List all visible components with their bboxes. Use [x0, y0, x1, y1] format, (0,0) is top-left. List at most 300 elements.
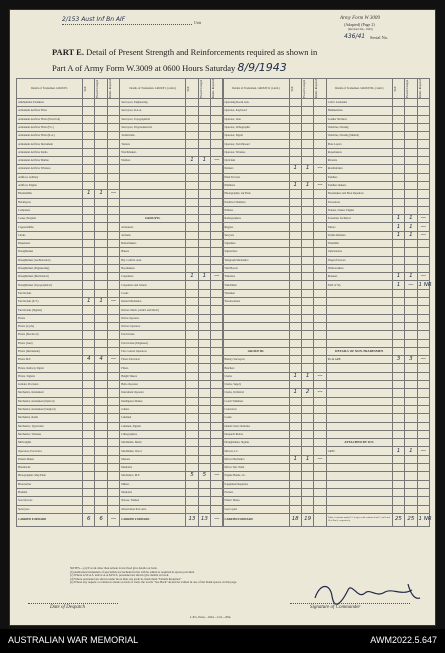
- cell-req[interactable]: [314, 497, 326, 505]
- cell-posted[interactable]: 1: [405, 215, 417, 223]
- cell-we[interactable]: [186, 107, 198, 115]
- cell-we[interactable]: 1: [186, 157, 198, 165]
- cell-we[interactable]: 1: [186, 273, 198, 281]
- cell-we[interactable]: [392, 505, 404, 513]
- cell-req[interactable]: [417, 505, 429, 513]
- cell-req[interactable]: [314, 157, 326, 165]
- cell-we[interactable]: 1: [289, 389, 301, 397]
- cell-posted[interactable]: [301, 173, 313, 181]
- total-posted[interactable]: 19: [301, 513, 313, 526]
- cell-we[interactable]: [289, 306, 301, 314]
- cell-we[interactable]: [289, 206, 301, 214]
- cell-posted[interactable]: [301, 198, 313, 206]
- cell-we[interactable]: [289, 289, 301, 297]
- cell-req[interactable]: [314, 289, 326, 297]
- cell-req[interactable]: [314, 140, 326, 148]
- cell-we[interactable]: [186, 414, 198, 422]
- cell-we[interactable]: [186, 331, 198, 339]
- cell-req[interactable]: [417, 264, 429, 272]
- cell-posted[interactable]: [95, 132, 107, 140]
- cell-req[interactable]: [314, 347, 326, 355]
- cell-we[interactable]: [186, 132, 198, 140]
- cell-we[interactable]: [289, 447, 301, 455]
- cell-posted[interactable]: [95, 414, 107, 422]
- cell-req[interactable]: [314, 148, 326, 156]
- cell-we[interactable]: [289, 414, 301, 422]
- cell-we[interactable]: [289, 397, 301, 405]
- cell-we[interactable]: [186, 306, 198, 314]
- cell-posted[interactable]: 1: [405, 231, 417, 239]
- cell-we[interactable]: [289, 256, 301, 264]
- cell-we[interactable]: [392, 264, 404, 272]
- cell-posted[interactable]: [95, 447, 107, 455]
- cell-we[interactable]: [83, 455, 95, 463]
- cell-we[interactable]: [392, 256, 404, 264]
- cell-posted[interactable]: [405, 389, 417, 397]
- cell-req[interactable]: [211, 198, 223, 206]
- cell-we[interactable]: 4: [83, 356, 95, 364]
- cell-req[interactable]: [314, 381, 326, 389]
- cell-req[interactable]: [107, 322, 119, 330]
- cell-we[interactable]: [186, 339, 198, 347]
- cell-we[interactable]: [186, 223, 198, 231]
- cell-posted[interactable]: [95, 472, 107, 480]
- cell-we[interactable]: [83, 322, 95, 330]
- cell-we[interactable]: [186, 256, 198, 264]
- cell-req[interactable]: [314, 256, 326, 264]
- cell-we[interactable]: [186, 198, 198, 206]
- cell-we[interactable]: [83, 464, 95, 472]
- cell-posted[interactable]: [95, 488, 107, 496]
- cell-posted[interactable]: 4: [95, 356, 107, 364]
- cell-req[interactable]: [314, 356, 326, 364]
- cell-we[interactable]: [392, 472, 404, 480]
- cell-posted[interactable]: [198, 322, 210, 330]
- cell-req[interactable]: [314, 364, 326, 372]
- cell-we[interactable]: [83, 215, 95, 223]
- cell-req[interactable]: [211, 140, 223, 148]
- cell-posted[interactable]: [301, 331, 313, 339]
- cell-req[interactable]: [107, 331, 119, 339]
- cell-posted[interactable]: [198, 464, 210, 472]
- cell-we[interactable]: [392, 206, 404, 214]
- cell-req[interactable]: [107, 447, 119, 455]
- cell-we[interactable]: [289, 439, 301, 447]
- cell-we[interactable]: [83, 231, 95, 239]
- cell-we[interactable]: [392, 190, 404, 198]
- cell-req[interactable]: [211, 464, 223, 472]
- cell-posted[interactable]: [198, 439, 210, 447]
- cell-we[interactable]: 1: [392, 273, 404, 281]
- cell-req[interactable]: [417, 206, 429, 214]
- cell-req[interactable]: [211, 422, 223, 430]
- cell-we[interactable]: [289, 339, 301, 347]
- cell-posted[interactable]: [198, 223, 210, 231]
- cell-req[interactable]: [314, 190, 326, 198]
- cell-we[interactable]: [392, 165, 404, 173]
- cell-we[interactable]: [289, 281, 301, 289]
- cell-posted[interactable]: [95, 198, 107, 206]
- cell-req[interactable]: [107, 381, 119, 389]
- cell-posted[interactable]: [405, 173, 417, 181]
- cell-req[interactable]: [417, 289, 429, 297]
- cell-we[interactable]: [186, 115, 198, 123]
- cell-posted[interactable]: [405, 132, 417, 140]
- cell-req[interactable]: [314, 273, 326, 281]
- cell-req[interactable]: [107, 306, 119, 314]
- cell-posted[interactable]: [301, 107, 313, 115]
- cell-we[interactable]: [289, 430, 301, 438]
- cell-we[interactable]: [392, 157, 404, 165]
- cell-req[interactable]: [417, 455, 429, 463]
- cell-req[interactable]: [107, 464, 119, 472]
- cell-posted[interactable]: [301, 298, 313, 306]
- cell-posted[interactable]: [198, 497, 210, 505]
- cell-we[interactable]: [83, 364, 95, 372]
- cell-posted[interactable]: [198, 356, 210, 364]
- cell-posted[interactable]: [405, 439, 417, 447]
- cell-req[interactable]: [211, 314, 223, 322]
- cell-req[interactable]: [417, 339, 429, 347]
- cell-posted[interactable]: [95, 464, 107, 472]
- cell-posted[interactable]: [198, 148, 210, 156]
- cell-we[interactable]: [392, 240, 404, 248]
- cell-we[interactable]: [83, 397, 95, 405]
- cell-posted[interactable]: [301, 364, 313, 372]
- cell-we[interactable]: [289, 264, 301, 272]
- cell-req[interactable]: [314, 464, 326, 472]
- cell-posted[interactable]: [198, 98, 210, 106]
- cell-we[interactable]: [392, 414, 404, 422]
- cell-we[interactable]: 1: [392, 231, 404, 239]
- cell-we[interactable]: 1: [392, 447, 404, 455]
- cell-posted[interactable]: [95, 273, 107, 281]
- cell-we[interactable]: [392, 173, 404, 181]
- cell-we[interactable]: [392, 314, 404, 322]
- cell-req[interactable]: —: [417, 223, 429, 231]
- cell-req[interactable]: [211, 132, 223, 140]
- cell-we[interactable]: [392, 347, 404, 355]
- cell-we[interactable]: [83, 439, 95, 447]
- cell-we[interactable]: [186, 322, 198, 330]
- cell-posted[interactable]: [198, 198, 210, 206]
- cell-posted[interactable]: [95, 339, 107, 347]
- cell-req[interactable]: [107, 115, 119, 123]
- cell-req[interactable]: [211, 148, 223, 156]
- cell-we[interactable]: [83, 472, 95, 480]
- cell-we[interactable]: [186, 497, 198, 505]
- cell-we[interactable]: [186, 264, 198, 272]
- cell-posted[interactable]: [405, 306, 417, 314]
- cell-posted[interactable]: [405, 472, 417, 480]
- cell-we[interactable]: [289, 140, 301, 148]
- cell-we[interactable]: [289, 464, 301, 472]
- cell-posted[interactable]: [198, 206, 210, 214]
- cell-posted[interactable]: [405, 497, 417, 505]
- cell-req[interactable]: [107, 256, 119, 264]
- cell-req[interactable]: [417, 115, 429, 123]
- cell-posted[interactable]: [198, 447, 210, 455]
- cell-posted[interactable]: 1: [95, 190, 107, 198]
- cell-posted[interactable]: [95, 98, 107, 106]
- total-we[interactable]: 6: [83, 513, 95, 526]
- cell-we[interactable]: [289, 98, 301, 106]
- cell-req[interactable]: [211, 264, 223, 272]
- cell-posted[interactable]: [95, 480, 107, 488]
- cell-posted[interactable]: [198, 107, 210, 115]
- cell-posted[interactable]: [95, 372, 107, 380]
- cell-we[interactable]: [289, 405, 301, 413]
- cell-req[interactable]: —: [211, 472, 223, 480]
- cell-req[interactable]: [211, 281, 223, 289]
- cell-req[interactable]: [417, 314, 429, 322]
- cell-posted[interactable]: [95, 322, 107, 330]
- cell-req[interactable]: [211, 256, 223, 264]
- cell-req[interactable]: [314, 306, 326, 314]
- cell-we[interactable]: [83, 165, 95, 173]
- cell-posted[interactable]: [301, 248, 313, 256]
- cell-we[interactable]: 1: [289, 165, 301, 173]
- cell-posted[interactable]: [198, 248, 210, 256]
- cell-posted[interactable]: [301, 132, 313, 140]
- cell-req[interactable]: [314, 206, 326, 214]
- cell-we[interactable]: [186, 240, 198, 248]
- cell-we[interactable]: [186, 430, 198, 438]
- cell-posted[interactable]: [198, 381, 210, 389]
- cell-we[interactable]: [83, 381, 95, 389]
- cell-req[interactable]: [211, 289, 223, 297]
- cell-req[interactable]: [417, 140, 429, 148]
- cell-posted[interactable]: [198, 389, 210, 397]
- cell-req[interactable]: [211, 447, 223, 455]
- cell-req[interactable]: [107, 505, 119, 513]
- cell-req[interactable]: [417, 98, 429, 106]
- cell-we[interactable]: [186, 381, 198, 389]
- cell-req[interactable]: [211, 306, 223, 314]
- cell-we[interactable]: [289, 240, 301, 248]
- cell-posted[interactable]: [301, 231, 313, 239]
- cell-posted[interactable]: [301, 314, 313, 322]
- cell-we[interactable]: 3: [392, 356, 404, 364]
- cell-req[interactable]: [211, 248, 223, 256]
- cell-we[interactable]: [186, 422, 198, 430]
- cell-req[interactable]: [107, 455, 119, 463]
- cell-we[interactable]: [186, 181, 198, 189]
- cell-posted[interactable]: [301, 397, 313, 405]
- cell-we[interactable]: [83, 115, 95, 123]
- cell-req[interactable]: [107, 281, 119, 289]
- cell-req[interactable]: [314, 281, 326, 289]
- cell-req[interactable]: [417, 181, 429, 189]
- cell-posted[interactable]: [95, 240, 107, 248]
- cell-req[interactable]: [107, 231, 119, 239]
- cell-req[interactable]: [314, 240, 326, 248]
- cell-we[interactable]: [392, 148, 404, 156]
- cell-req[interactable]: [211, 98, 223, 106]
- cell-we[interactable]: [186, 505, 198, 513]
- cell-posted[interactable]: [198, 364, 210, 372]
- cell-posted[interactable]: [405, 256, 417, 264]
- cell-we[interactable]: [289, 231, 301, 239]
- cell-we[interactable]: [83, 157, 95, 165]
- cell-posted[interactable]: 1: [198, 157, 210, 165]
- cell-req[interactable]: —: [314, 181, 326, 189]
- total-req[interactable]: 1 NR: [417, 513, 429, 526]
- cell-posted[interactable]: [301, 405, 313, 413]
- cell-req[interactable]: [107, 372, 119, 380]
- cell-req[interactable]: [211, 455, 223, 463]
- cell-posted[interactable]: 1: [301, 372, 313, 380]
- cell-we[interactable]: [83, 331, 95, 339]
- cell-posted[interactable]: 1: [405, 447, 417, 455]
- cell-we[interactable]: [392, 464, 404, 472]
- cell-posted[interactable]: [198, 414, 210, 422]
- cell-we[interactable]: [392, 372, 404, 380]
- cell-posted[interactable]: [301, 464, 313, 472]
- cell-we[interactable]: [392, 140, 404, 148]
- cell-req[interactable]: [211, 298, 223, 306]
- cell-req[interactable]: [314, 339, 326, 347]
- cell-we[interactable]: [289, 381, 301, 389]
- cell-we[interactable]: [289, 190, 301, 198]
- cell-posted[interactable]: [301, 430, 313, 438]
- cell-we[interactable]: [289, 422, 301, 430]
- cell-posted[interactable]: [198, 372, 210, 380]
- cell-we[interactable]: [289, 322, 301, 330]
- cell-posted[interactable]: 1: [198, 273, 210, 281]
- cell-req[interactable]: [211, 430, 223, 438]
- cell-we[interactable]: [289, 480, 301, 488]
- cell-req[interactable]: [314, 397, 326, 405]
- cell-posted[interactable]: [405, 165, 417, 173]
- cell-posted[interactable]: [95, 107, 107, 115]
- cell-posted[interactable]: [198, 165, 210, 173]
- cell-posted[interactable]: [198, 256, 210, 264]
- cell-req[interactable]: 1 NR: [418, 281, 432, 288]
- cell-req[interactable]: [211, 173, 223, 181]
- cell-posted[interactable]: 1: [301, 181, 313, 189]
- cell-posted[interactable]: [301, 505, 313, 513]
- cell-req[interactable]: [211, 181, 223, 189]
- cell-posted[interactable]: [405, 190, 417, 198]
- cell-req[interactable]: [107, 339, 119, 347]
- cell-we[interactable]: [289, 198, 301, 206]
- cell-we[interactable]: 5: [186, 472, 198, 480]
- cell-req[interactable]: [314, 123, 326, 131]
- cell-we[interactable]: [392, 439, 404, 447]
- cell-posted[interactable]: [405, 505, 417, 513]
- cell-posted[interactable]: [198, 306, 210, 314]
- cell-posted[interactable]: [95, 223, 107, 231]
- cell-req[interactable]: [107, 107, 119, 115]
- cell-we[interactable]: [289, 488, 301, 496]
- cell-req[interactable]: [107, 497, 119, 505]
- cell-we[interactable]: [83, 206, 95, 214]
- cell-posted[interactable]: [405, 414, 417, 422]
- cell-we[interactable]: [186, 148, 198, 156]
- cell-req[interactable]: —: [107, 190, 119, 198]
- cell-posted[interactable]: [405, 314, 417, 322]
- total-we[interactable]: 13: [186, 513, 198, 526]
- cell-req[interactable]: [314, 298, 326, 306]
- cell-req[interactable]: —: [314, 455, 326, 463]
- cell-req[interactable]: [417, 248, 429, 256]
- cell-we[interactable]: [186, 206, 198, 214]
- cell-posted[interactable]: [95, 281, 107, 289]
- cell-posted[interactable]: [301, 273, 313, 281]
- total-req[interactable]: —: [211, 513, 223, 526]
- cell-req[interactable]: [107, 215, 119, 223]
- cell-req[interactable]: —: [417, 273, 429, 281]
- cell-req[interactable]: [314, 198, 326, 206]
- cell-we[interactable]: [186, 389, 198, 397]
- cell-req[interactable]: [417, 372, 429, 380]
- total-posted[interactable]: 25: [405, 513, 417, 526]
- cell-posted[interactable]: [198, 339, 210, 347]
- cell-we[interactable]: [186, 281, 198, 289]
- total-posted[interactable]: 6: [95, 513, 107, 526]
- cell-req[interactable]: [211, 488, 223, 496]
- cell-posted[interactable]: [198, 397, 210, 405]
- cell-posted[interactable]: [405, 198, 417, 206]
- cell-we[interactable]: [392, 397, 404, 405]
- cell-posted[interactable]: [301, 422, 313, 430]
- cell-we[interactable]: [392, 364, 404, 372]
- cell-posted[interactable]: [301, 190, 313, 198]
- cell-posted[interactable]: [198, 240, 210, 248]
- cell-posted[interactable]: [405, 248, 417, 256]
- cell-we[interactable]: [392, 497, 404, 505]
- cell-req[interactable]: [211, 107, 223, 115]
- cell-posted[interactable]: [198, 505, 210, 513]
- cell-posted[interactable]: [405, 381, 417, 389]
- cell-req[interactable]: [211, 405, 223, 413]
- total-req[interactable]: [314, 513, 326, 526]
- cell-we[interactable]: [186, 480, 198, 488]
- cell-we[interactable]: [83, 240, 95, 248]
- cell-we[interactable]: [186, 397, 198, 405]
- cell-req[interactable]: [314, 439, 326, 447]
- cell-req[interactable]: [314, 414, 326, 422]
- cell-we[interactable]: [83, 132, 95, 140]
- cell-posted[interactable]: [301, 497, 313, 505]
- cell-req[interactable]: [107, 173, 119, 181]
- cell-we[interactable]: 1: [83, 190, 95, 198]
- cell-req[interactable]: [211, 381, 223, 389]
- cell-we[interactable]: [83, 123, 95, 131]
- cell-posted[interactable]: [301, 206, 313, 214]
- cell-req[interactable]: [417, 422, 429, 430]
- cell-req[interactable]: [417, 480, 429, 488]
- cell-posted[interactable]: [405, 140, 417, 148]
- cell-we[interactable]: [83, 414, 95, 422]
- cell-posted[interactable]: [95, 173, 107, 181]
- cell-posted[interactable]: [198, 455, 210, 463]
- cell-we[interactable]: [186, 165, 198, 173]
- cell-req[interactable]: [211, 322, 223, 330]
- cell-we[interactable]: [392, 181, 404, 189]
- cell-req[interactable]: [314, 430, 326, 438]
- cell-we[interactable]: [83, 281, 95, 289]
- cell-req[interactable]: [417, 148, 429, 156]
- cell-posted[interactable]: [95, 181, 107, 189]
- cell-req[interactable]: [107, 314, 119, 322]
- cell-req[interactable]: [417, 472, 429, 480]
- cell-req[interactable]: [314, 107, 326, 115]
- cell-we[interactable]: [392, 381, 404, 389]
- cell-req[interactable]: [107, 248, 119, 256]
- cell-we[interactable]: [289, 173, 301, 181]
